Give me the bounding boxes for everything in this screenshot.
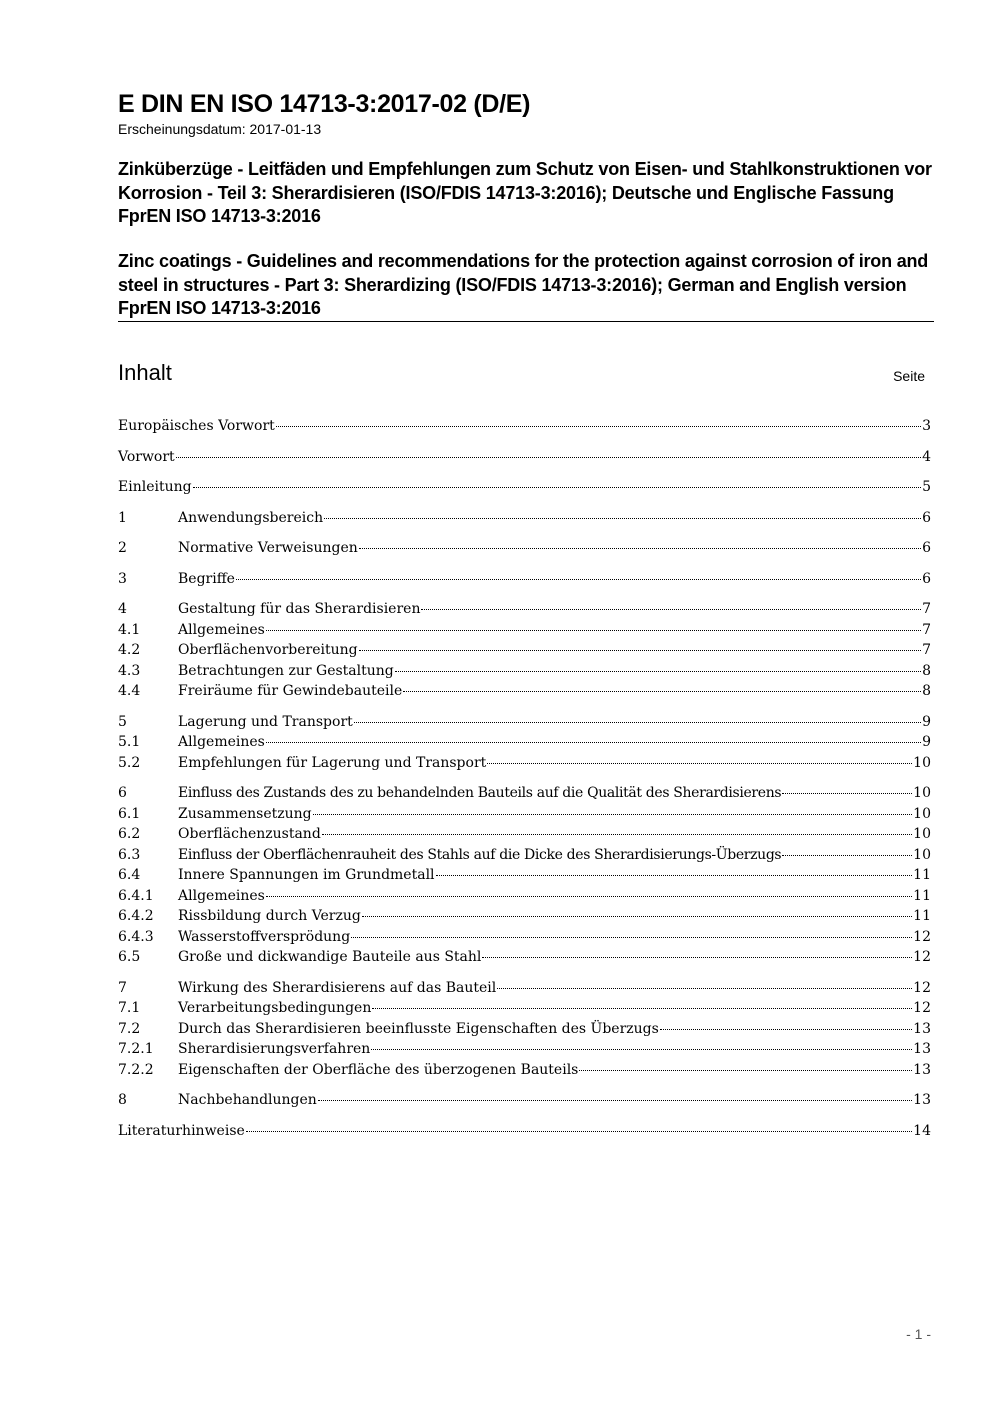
toc-entry-title: Normative Verweisungen (178, 540, 358, 556)
dot-leader (246, 1131, 912, 1132)
toc-entry-number: 6.5 (118, 949, 141, 965)
toc-entry-title: Einleitung (118, 479, 192, 495)
toc-entry-title: Vorwort (118, 448, 175, 465)
toc-entry-page: 7 (922, 621, 931, 638)
dot-leader (359, 650, 921, 651)
dot-leader (266, 742, 921, 743)
dot-leader (359, 548, 921, 549)
toc-entry-page: 9 (922, 734, 931, 750)
toc-entry-number: 6.3 (118, 846, 141, 863)
toc-entry-title: Einfluss der Oberflächenrauheit des Stahls auf die Dicke des Sherardisierungs-Überzugs (178, 846, 782, 863)
toc-entry-page: 7 (922, 601, 931, 617)
toc-entry-number: 7.2.1 (118, 1041, 154, 1057)
toc-entry-number: 6.4.3 (118, 928, 154, 945)
toc-entry-title: Empfehlungen für Lagerung und Transport (178, 754, 487, 771)
toc-entry-page: 7 (922, 642, 931, 658)
dot-leader (324, 518, 921, 519)
toc-entry-title: Nachbehandlungen (178, 1092, 317, 1108)
dot-leader (313, 814, 913, 815)
toc-entry[interactable] (118, 508, 931, 529)
toc-entry-page: 6 (922, 540, 931, 556)
toc-entry-page: 12 (913, 1000, 931, 1016)
toc-entry-number: 2 (118, 540, 127, 556)
toc-entry-page: 10 (913, 754, 931, 771)
toc-entry[interactable] (118, 845, 931, 866)
toc-entry-title: Innere Spannungen im Grundmetall (178, 867, 435, 883)
dot-leader (176, 457, 921, 458)
toc-entry-page: 5 (922, 479, 931, 495)
toc-entry-title: Allgemeines (178, 734, 265, 750)
dot-leader (354, 722, 921, 723)
toc-entry-number: 5.2 (118, 754, 141, 771)
toc-entry[interactable] (118, 753, 931, 774)
dot-leader (372, 1008, 912, 1009)
dot-leader (322, 834, 912, 835)
dot-leader (487, 763, 912, 764)
toc-entry-page: 11 (913, 908, 931, 924)
toc-entry-title: Eigenschaften der Oberfläche des überzogenen Bauteils (178, 1061, 579, 1078)
toc-entry[interactable] (118, 927, 931, 948)
toc-entry-page: 12 (913, 928, 931, 945)
toc-entry[interactable] (118, 1090, 931, 1111)
toc-entry-page: 10 (913, 805, 931, 822)
toc-entry-title: Wirkung des Sherardisierens auf das Bauteil (178, 979, 497, 996)
toc-entry-number: 4.3 (118, 662, 141, 679)
toc-entry-number: 6.1 (118, 805, 141, 822)
dot-leader (436, 875, 913, 876)
toc-entry-title: Große und dickwandige Bauteile aus Stahl (178, 949, 482, 965)
toc-entry-title: Betrachtungen zur Gestaltung (178, 662, 394, 679)
toc-entry-number: 7.2 (118, 1020, 141, 1037)
dot-leader (579, 1070, 912, 1071)
toc-heading: Inhalt (118, 360, 172, 385)
toc-entry-number: 6.2 (118, 826, 141, 842)
toc-entry[interactable] (118, 661, 931, 682)
toc-entry-title: Rissbildung durch Verzug (178, 908, 361, 924)
toc-entry-title: Sherardisierungsverfahren (178, 1041, 371, 1057)
toc-entry[interactable] (118, 416, 931, 437)
toc-entry-title: Einfluss des Zustands des zu behandelnden Bauteils auf die Qualität des Sherardisierens (178, 785, 782, 801)
toc-entry-title: Oberflächenzustand (178, 826, 321, 842)
dot-leader (318, 1100, 912, 1101)
toc-entry-title: Literaturhinweise (118, 1122, 245, 1139)
toc-entry[interactable] (118, 732, 931, 753)
toc-entry-title: Durch das Sherardisieren beeinflusste Eigenschaften des Überzugs (178, 1020, 659, 1037)
publication-date: Erscheinungsdatum: 2017-01-13 (118, 121, 322, 137)
toc-entry-page: 10 (913, 826, 931, 842)
dot-leader (782, 855, 912, 856)
toc-entry-page: 10 (913, 846, 931, 863)
toc-entry-number: 8 (118, 1092, 127, 1108)
dot-leader (421, 609, 921, 610)
toc-entry-title: Wasserstoffversprödung (178, 928, 351, 945)
toc-entry-page: 13 (913, 1020, 931, 1037)
header-divider (118, 321, 934, 322)
toc-entry-number: 6.4.2 (118, 908, 154, 924)
document-id: E DIN EN ISO 14713-3:2017-02 (D/E) (118, 90, 531, 118)
title-english: Zinc coatings - Guidelines and recommendations for the protection against corrosion of iron and steel in structures - Part 3: Sherardizing (ISO/FDIS 14713-3:2016); German and English version FprEN ISO 14713-3:2016 (118, 251, 929, 318)
toc-entry-page: 13 (913, 1092, 931, 1108)
toc-entry-number: 7.1 (118, 1000, 141, 1016)
toc-page-label: Seite (893, 368, 925, 384)
toc-entry[interactable] (118, 783, 931, 804)
toc-entry-title: Gestaltung für das Sherardisieren (178, 601, 421, 617)
toc-entry[interactable] (118, 1039, 931, 1060)
toc-entry-title: Zusammensetzung (178, 805, 312, 822)
toc-entry[interactable] (118, 538, 931, 559)
toc-entry-title: Begriffe (178, 570, 235, 587)
toc-entry[interactable] (118, 620, 931, 641)
toc-entry[interactable] (118, 569, 931, 590)
dot-leader (276, 426, 921, 427)
toc-entry[interactable] (118, 1060, 931, 1081)
dot-leader (482, 957, 912, 958)
toc-entry-number: 3 (118, 570, 127, 587)
toc-entry-number: 7 (118, 979, 127, 996)
toc-entry[interactable] (118, 865, 931, 886)
toc-entry-title: Europäisches Vorwort (118, 418, 275, 434)
toc-entry-page: 8 (922, 683, 931, 699)
toc-entry-title: Oberflächenvorbereitung (178, 642, 358, 658)
toc-entry-page: 6 (922, 570, 931, 587)
toc-entry-page: 4 (922, 448, 931, 465)
toc-entry-page: 11 (913, 887, 931, 904)
toc-entry-page: 10 (913, 785, 931, 801)
dot-leader (660, 1029, 912, 1030)
toc-entry[interactable] (118, 599, 931, 620)
toc-entry-number: 5 (118, 713, 127, 730)
toc-entry-title: Allgemeines (178, 621, 265, 638)
toc-entry-number: 6.4.1 (118, 887, 154, 904)
toc-entry[interactable] (118, 681, 931, 702)
toc-entry-page: 9 (922, 713, 931, 730)
dot-leader (362, 916, 912, 917)
toc-entry[interactable] (118, 906, 931, 927)
toc-entry-page: 3 (922, 418, 931, 434)
dot-leader (266, 630, 921, 631)
dot-leader (266, 896, 912, 897)
toc-entry-number: 6.4 (118, 867, 141, 883)
dot-leader (351, 937, 912, 938)
table-of-contents (118, 416, 931, 1141)
title-german: Zinküberzüge - Leitfäden und Empfehlungen zum Schutz von Eisen- und Stahlkonstruktionen vor Korrosion - Teil 3: Sherardisieren (ISO/FDIS 14713-3:2016); Deutsche und Englische Fassung FprEN ISO 14713-3:2016 (118, 159, 932, 226)
toc-entry[interactable] (118, 978, 931, 999)
dot-leader (395, 671, 921, 672)
toc-entry-number: 4 (118, 601, 127, 617)
toc-entry-title: Freiräume für Gewindebauteile (178, 683, 403, 699)
toc-entry-number: 1 (118, 509, 127, 526)
toc-entry-page: 8 (922, 662, 931, 679)
toc-entry[interactable] (118, 1121, 931, 1142)
toc-entry-page: 14 (913, 1122, 931, 1139)
toc-entry-number: 4.4 (118, 683, 141, 699)
toc-entry-page: 13 (913, 1061, 931, 1078)
dot-leader (403, 691, 921, 692)
toc-entry-title: Allgemeines (178, 887, 265, 904)
toc-entry-title: Verarbeitungsbedingungen (178, 1000, 372, 1016)
toc-entry[interactable] (118, 886, 931, 907)
dot-leader (782, 793, 912, 794)
toc-entry[interactable] (118, 998, 931, 1019)
toc-entry-page: 11 (913, 867, 931, 883)
toc-entry-page: 6 (922, 509, 931, 526)
dot-leader (193, 487, 922, 488)
toc-entry[interactable] (118, 947, 931, 968)
toc-entry[interactable] (118, 712, 931, 733)
toc-entry[interactable] (118, 824, 931, 845)
toc-entry-page: 13 (913, 1041, 931, 1057)
toc-entry[interactable] (118, 477, 931, 498)
toc-entry-title: Lagerung und Transport (178, 713, 353, 730)
toc-entry-page: 12 (913, 979, 931, 996)
toc-entry-title: Anwendungsbereich (178, 509, 324, 526)
dot-leader (236, 579, 921, 580)
toc-entry[interactable] (118, 447, 931, 468)
toc-entry-number: 4.1 (118, 621, 141, 638)
toc-entry[interactable] (118, 1019, 931, 1040)
toc-entry[interactable] (118, 640, 931, 661)
toc-entry-number: 4.2 (118, 642, 141, 658)
toc-entry-number: 5.1 (118, 734, 141, 750)
toc-entry-number: 7.2.2 (118, 1061, 154, 1078)
page-number: - 1 - (906, 1326, 931, 1342)
toc-entry[interactable] (118, 804, 931, 825)
toc-entry-page: 12 (913, 949, 931, 965)
dot-leader (371, 1049, 912, 1050)
toc-entry-number: 6 (118, 785, 127, 801)
dot-leader (497, 988, 912, 989)
